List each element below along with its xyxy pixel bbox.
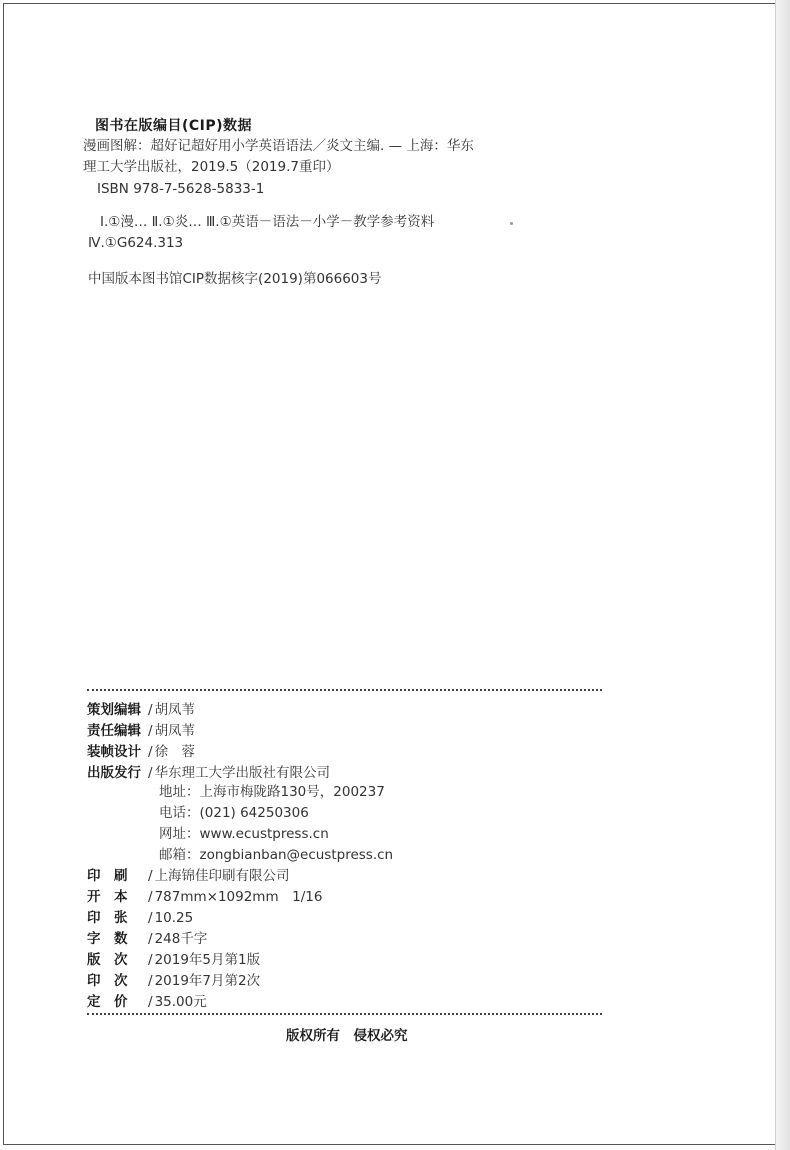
credit-value: 胡凤苇: [154, 702, 196, 718]
credit-label: 开 本: [87, 889, 128, 905]
credit-value: 2019年7月第2次: [154, 973, 261, 989]
credit-label: 装帧设计: [87, 744, 141, 760]
credit-label: 出版发行: [87, 765, 141, 781]
credit-row-price: 定 价 / 35.00元: [87, 994, 207, 1010]
publisher-website: 网址：www.ecustpress.cn: [159, 826, 329, 842]
cip-classification-line: Ⅳ.①G624.313: [88, 235, 184, 251]
credit-label: 策划编辑: [87, 702, 141, 718]
credit-row-word-count: 字 数 / 248千字: [87, 931, 208, 947]
credit-row-format: 开 本 / 787mm×1092mm 1/16: [87, 889, 323, 905]
credit-row-planning-editor: 策划编辑 / 胡凤苇: [87, 702, 196, 718]
credit-value: 248千字: [154, 931, 208, 947]
credit-label: 印 刷: [87, 868, 128, 884]
credit-row-edition: 版 次 / 2019年5月第1版: [87, 952, 261, 968]
credit-label: 印 次: [87, 973, 128, 989]
credit-value: 787mm×1092mm 1/16: [154, 889, 323, 905]
credit-value: 徐 蓉: [154, 744, 196, 760]
publisher-address: 地址：上海市梅陇路130号，200237: [159, 784, 385, 800]
dotted-divider-bottom: [87, 1013, 602, 1015]
cip-isbn: ISBN 978-7-5628-5833-1: [97, 181, 265, 197]
credit-label: 印 张: [87, 910, 128, 926]
page-edge: [776, 0, 790, 1150]
publisher-phone: 电话：(021) 64250306: [159, 805, 309, 821]
page-edge-line: [775, 0, 776, 1150]
credit-row-publisher: 出版发行 / 华东理工大学出版社有限公司: [87, 765, 331, 781]
credit-value: 10.25: [154, 910, 194, 926]
cip-heading: 图书在版编目(CIP)数据: [95, 118, 253, 134]
credit-row-binding-design: 装帧设计 / 徐 蓉: [87, 744, 196, 760]
credit-value: 上海锦佳印刷有限公司: [154, 868, 290, 884]
credit-label: 字 数: [87, 931, 128, 947]
credit-label: 责任编辑: [87, 723, 141, 739]
dotted-divider-top: [87, 689, 602, 691]
cip-title-line: 漫画图解：超好记超好用小学英语语法／炎文主编. — 上海：华东: [83, 138, 474, 154]
credit-label: 版 次: [87, 952, 128, 968]
cip-block: [83, 115, 515, 287]
credit-row-impression: 印 次 / 2019年7月第2次: [87, 973, 261, 989]
cip-subject-line: Ⅰ.①漫… Ⅱ.①炎… Ⅲ.①英语－语法－小学－教学参考资料: [100, 214, 435, 230]
credit-value: 华东理工大学出版社有限公司: [154, 765, 331, 781]
cip-record-number: 中国版本图书馆CIP数据核字(2019)第066603号: [88, 271, 382, 287]
credit-value: 胡凤苇: [154, 723, 196, 739]
credit-value: 35.00元: [154, 994, 207, 1010]
publisher-email: 邮箱：zongbianban@ecustpress.cn: [159, 847, 394, 863]
scan-speck: [510, 222, 513, 225]
cip-publisher-line: 理工大学出版社，2019.5（2019.7重印）: [83, 159, 340, 175]
credit-value: 2019年5月第1版: [154, 952, 261, 968]
credit-row-printing: 印 刷 / 上海锦佳印刷有限公司: [87, 868, 290, 884]
credit-row-sheets: 印 张 / 10.25: [87, 910, 194, 926]
credit-label: 定 价: [87, 994, 128, 1010]
copyright-notice: 版权所有 侵权必究: [286, 1028, 408, 1044]
credit-row-responsible-editor: 责任编辑 / 胡凤苇: [87, 723, 196, 739]
